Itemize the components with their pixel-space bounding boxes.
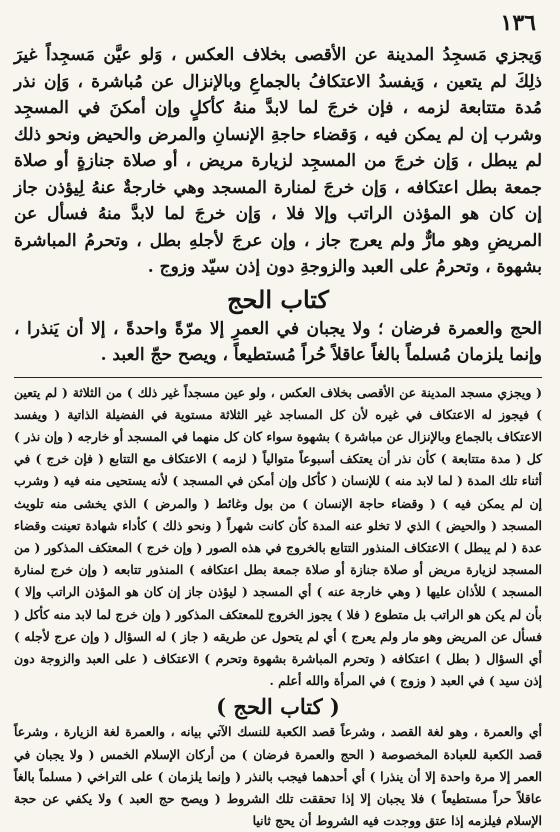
sharh-text-block: [14, 382, 542, 693]
matn-hajj-paragraph: الحج والعمرة فرضان ؛ ولا يجبان في العمرِ إلا مرّةً واحدةً ، إلا أن يَنذرا ، وإنما يلزمان مُسلماً بالغاً عاقلاً حُراً مُستطيعاً ، ويصح حجّ العبد .: [14, 318, 542, 365]
page-number: ١٣٦: [500, 10, 536, 36]
sharh-paragraph: ( ويجزي مسجد المدينة عن الأقصى بخلاف العكس ، ولو عين مسجداً غير ذلك ) من الثلاثة ( لم يتعين ) فيجوز له الاعتكاف في غيره لأن كل المساجد غير الثلاثة مستوية في الفضيلة الذاتية ( ويفسد الاعتكاف بالجماع وبالإنزال عن مباشرة ) بشهوة سواء كان كل منهما في المسجد أو خارجه ( وإن نذر ) كل ( مدة متتابعة ) كأن نذر أن يعتكف أسبوعاً متوالياً ( لزمه ) الاعتكاف مع التتابع ( فإن خرج ) في أثناء تلك المدة ( لما لابد منه ) للإنسان ( كأكل وإن أمكن في المسجد ) لأنه يستحيى منه فيه ( وشرب إن لم يمكن فيه ) ( وقضاء حاجة الإنسان ) من بول وغائط ( والمرض ) الذي يخشى منه تلويث المسجد ( والحيض ) الذي لا تخلو عنه المدة كأن كانت شهراً ( ونحو ذلك ) كأداء شهادة تعينت وقضاء عدة ( لم يبطل ) الاعتكاف المنذور التتابع بالخروج في هذه الصور ( وإن خرج ) المعتكف المذكور ( من المسجد لزيارة مريض أو صلاة جنازة أو صلاة جمعة بطل اعتكافه ) المنذور تتابعه ( وإن خرج لمنارة المسجد ) للأذان عليها ( وهي خارجة عنه ) أي المسجد ( ليؤذن جاز إن كان هو المؤذن الراتب وإلا ) بأن لم يكن هو الراتب بل متطوع ( فلا ) يجوز الخروج للمعتكف المذكور ( وإن خرج لما لابد منه كأكل ( فسأل عن المريض وهو مار ولم يعرج ) أي لم يتحول عن طريقه ( جاز ) له السؤال ( وإن عرج لأجله ) أي السؤال ( بطل ) اعتكافه ( وتحرم المباشرة بشهوة وتحرم ) الاعتكاف ( على العبد والزوجة دون إذن سيد ) في العبد ( وزوج ) في المرأة والله أعلم .: [14, 384, 542, 689]
page-header: [14, 6, 542, 42]
matn-text-block: [14, 42, 542, 281]
separator-rule: [14, 377, 542, 378]
sharh-chapter-title-hajj: ( كتاب الحج ): [216, 694, 340, 720]
matn-hajj-block: [14, 316, 542, 369]
chapter-title-hajj: كتاب الحج: [227, 284, 329, 314]
sharh-hajj-block: [14, 721, 542, 832]
sharh-hajj-paragraph: أي والعمرة ، وهو لغة القصد ، وشرعاً قصد الكعبة للنسك الآتي بيانه ، والعمرة لغة الزيارة ، وشرعاً قصد الكعبة للعبادة المخصوصة ( الحج والعمرة فرضان ) من أركان الإسلام الخمس ( ولا يجبان في العمر إلا مرة واحدة إلا أن ينذرا ) أي أحدهما فيجب بالنذر ( وإنما يلزمان ) على التراخي ( مسلماً بالغاً عاقلاً حراً مستطيعاً ) فلا يجبان إلا إذا تحققت تلك الشروط ( ويصح حج العبد ) ولا يكفي عن حجة الإسلام فيلزمه إذا عتق ووجدت فيه الشروط أن يحج ثانيا: [14, 724, 542, 829]
matn-paragraph: وَيجزي مَسجِدُ المدينة عن الأقصى بخلاف العكس ، وَلو عيَّن مَسجِداً غيرَ ذلِكَ لم يتعين ، وَيفسدُ الاعتكافُ بالجماعِ وبالإنزال عن مُباشرة ، وَإن نذر مُدة متتابعة لزمه ، فإن خرجَ لما لابدَّ منهُ كأكلٍ وإن أمكنَ في المسجِد وشرب إن لم يمكن فيه ، وَقضاء حاجةِ الإنسانِ والمرض والحيض ونحو ذلك لم يبطل ، وَإن خرجَ من المسجِد لزيارة مريض ، أو صلاة جنازةٍ أو صلاة جمعة بطل اعتكافه ، وَإن خرجَ لمنارة المسجد وهي خارجةٌ عنهُ لِيؤذن جاز إن كان هو المؤذن الراتب وإلا فلا ، وَإن خرجَ لما لابدَّ منهُ فسأل عن المريضِ وهو مارٌّ ولم يعرج جاز ، وإن عرجَ لأجلهِ بطل ، وتحرمُ المباشرة بشهوة ، وتحرمُ على العبد والزوجةِ دون إذن سيّد وزوج .: [14, 45, 542, 277]
